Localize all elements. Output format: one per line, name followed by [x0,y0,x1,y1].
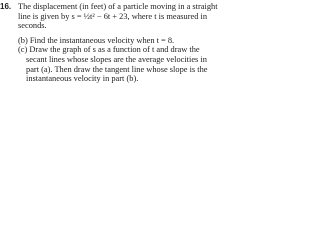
intro-line-2: line is given by s = ½t² − 6t + 23, where t is measured in [18,11,208,21]
problem-number: 16. [0,2,12,11]
part-c-line-1: (c) Draw the graph of s as a function of t and draw the [18,45,200,55]
intro-line-1 [0,2,218,12]
part-c-line-2: secant lines whose slopes are the average velocities in [26,54,207,64]
part-b-line-1: (b) Find the instantaneous velocity when t = 8. [18,35,175,45]
part-c-line-3: part (a). Then draw the tangent line whose slope is the [26,64,208,74]
problem-16 [0,2,218,84]
part-c-line-4: instantaneous velocity in part (b). [26,74,139,84]
intro-text-1: The displacement (in feet) of a particle moving in a straight [18,2,218,11]
intro-line-3: seconds. [18,21,47,31]
